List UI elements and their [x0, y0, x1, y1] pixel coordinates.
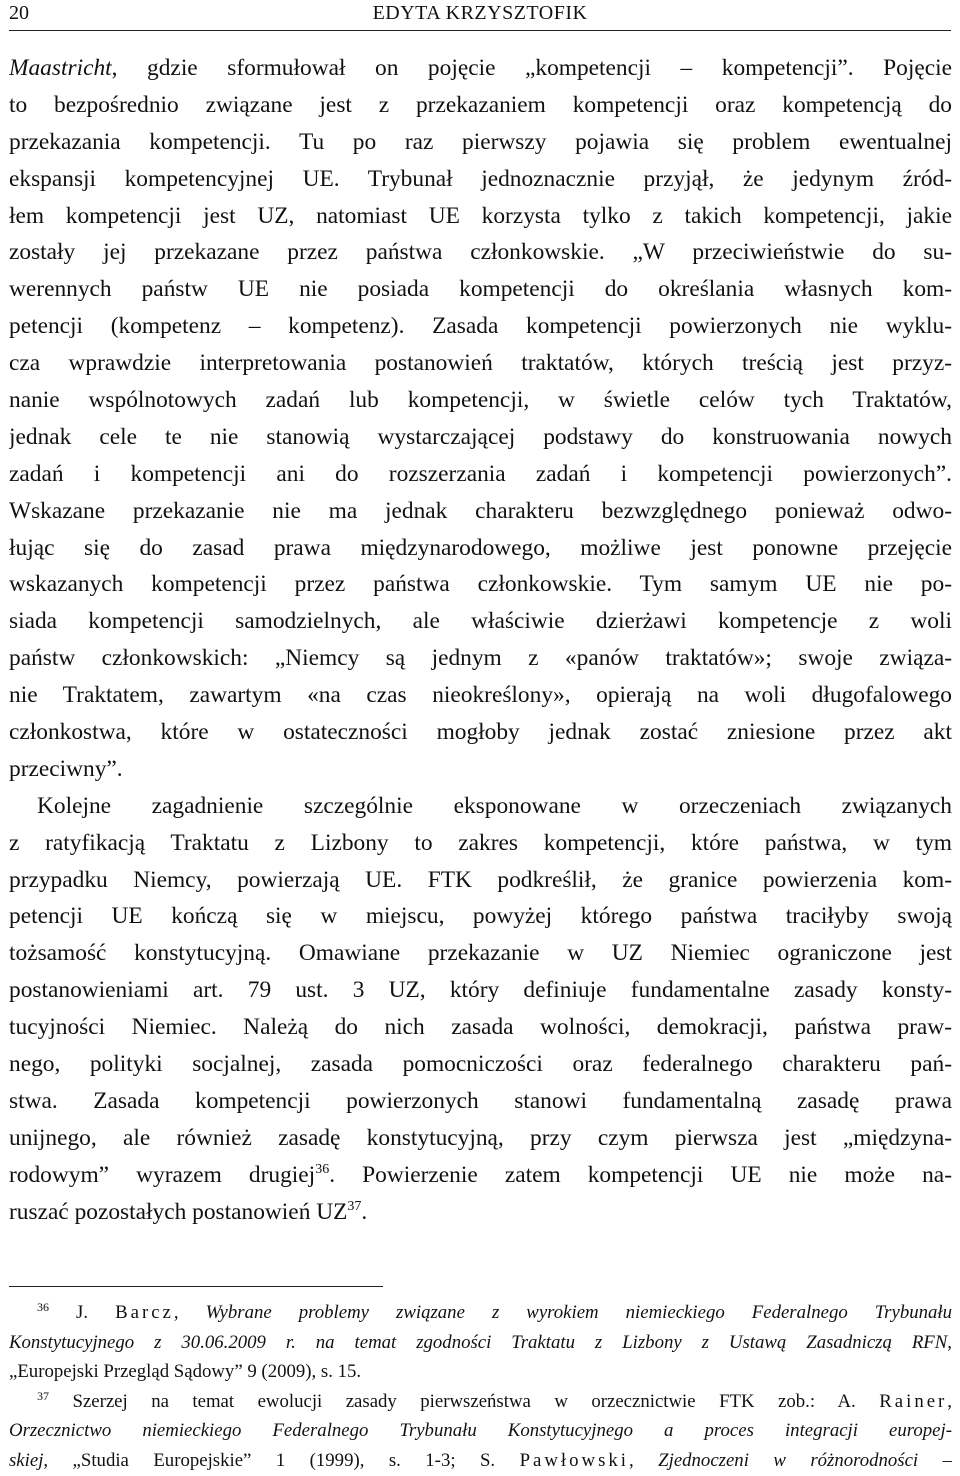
text-line: Wskazane przekazanie nie ma jednak charakteru bezwzględnego ponieważ odwo- [9, 497, 952, 524]
footnote-ref-37[interactable]: 37 [347, 1198, 362, 1214]
text-line: cza wprawdzie interpretowania postanowień traktatów, których treścią jest przyz- [9, 350, 952, 377]
italic-term: Maastricht [9, 55, 112, 81]
text-line: wskazanych kompetencji przez państwa członkowskie. Tym samym UE nie po- [9, 571, 952, 598]
work-title: Wybrane problemy związane z wyrokiem niemieckiego Federalnego Trybunału [205, 1302, 952, 1323]
text-line: przeciwny”. [9, 755, 123, 782]
footnote-line: „Europejski Przegląd Sądowy” 9 (2009), s. 15. [9, 1361, 362, 1383]
text-line: zostały jej przekazane przez państwa członkowskie. „W przeciwieństwie do su- [9, 239, 952, 266]
running-head-author: EDYTA KRZYSZTOFIK [372, 2, 588, 24]
author-name: Rainer [879, 1390, 948, 1412]
text-line: ruszać pozostałych postanowień UZ$^{37}$. [9, 1198, 368, 1225]
paragraph-first-line: Kolejne zagadnienie szczególnie eksponowane w orzeczeniach związanych [37, 792, 952, 819]
footnote-ref-36[interactable]: 36 [315, 1161, 330, 1177]
work-title: Zjednoczeni w różnorodności [658, 1449, 919, 1471]
main-text [9, 50, 952, 1231]
text-line: ekspansji kompetencyjnej UE. Trybunał jednoznacznie przyjął, że jedynym źród- [9, 165, 952, 192]
text-line: stwa. Zasada kompetencji powierzonych stanowi fundamentalną zasadę prawa [9, 1087, 952, 1114]
text-line: werennych państw UE nie posiada kompetencji do określania własnych kom- [9, 276, 952, 303]
text-line: rodowym” wyrazem drugiej$^{36}$. Powierzenie zatem kompetencji UE nie może na- [9, 1161, 952, 1188]
text-line: przypadku Niemcy, powierzają UE. FTK podkreślił, że granice powierzenia kom- [9, 866, 952, 893]
work-title: Orzecznictwo niemieckiego Federalnego Trybunału Konstytucyjnego a proces integracji europej- [9, 1420, 952, 1442]
footnote-37: $^{37}$ Szerzej na temat ewolucji zasady pierwszeństwa w orzecznictwie FTK zob.: A. Rainer, [37, 1388, 952, 1412]
text-line: łując się do zasad prawa międzynarodowego, możliwe jest ponowne przejęcie [9, 534, 952, 561]
footnote-line: skiej, „Studia Europejskie” 1 (1999), s. 1-3; S. Pawłowski, Zjednoczeni w różnorodności – [9, 1449, 952, 1471]
text-line: siada kompetencji samodzielnych, ale właściwie dzierżawi kompetencje z woli [9, 608, 952, 635]
text-line: to bezpośrednio związane jest z przekazaniem kompetencji oraz kompetencją do [9, 91, 952, 118]
running-header [9, 0, 951, 31]
text-line: nanie wspólnotowych zadań lub kompetencji, w świetle celów tych Traktatów, [9, 387, 952, 414]
footnotes [9, 1298, 952, 1476]
text-line: tożsamość konstytucyjną. Omawiane przekazanie w UZ Niemiec ograniczone jest [9, 940, 952, 967]
text-line: jednak cele te nie stanowią wystarczającej podstawy do konstruowania nowych [9, 423, 952, 450]
footnote-number: 37 [37, 1388, 49, 1403]
text-line: państw członkowskich: „Niemcy są jednym z «panów traktatów»; swoje związa- [9, 645, 952, 672]
text-line: członkostwa, które w ostateczności mogłoby jednak zostać zniesione przez akt [9, 719, 952, 746]
text-line: tucyjności Niemiec. Należą do nich zasada wolności, demokracji, państwa praw- [9, 1014, 952, 1041]
footnote-number: 36 [37, 1300, 49, 1314]
text-line: unijnego, ale również zasadę konstytucyjną, przy czym pierwsza jest „międzyna- [9, 1124, 952, 1151]
text-line: postanowieniami art. 79 ust. 3 UZ, który definiuje fundamentalne zasady konsty- [9, 977, 952, 1004]
text-line: petencji (kompetenz – kompetenz). Zasada kompetencji powierzonych nie wyklu- [9, 313, 952, 340]
text-line: z ratyfikacją Traktatu z Lizbony to zakres kompetencji, które państwa, w tym [9, 829, 952, 856]
footnote-36: $^{36}$ J. Barcz, Wybrane problemy związane z wyrokiem niemieckiego Federalnego Trybunału [37, 1300, 952, 1323]
text-line: nego, polityki socjalnej, zasada pomocniczości oraz federalnego charakteru pań- [9, 1051, 952, 1078]
page-number: 20 [9, 2, 29, 24]
footnote-line [9, 1416, 952, 1446]
text-line: nie Traktatem, zawartym «na czas nieokreślony», opierają na woli długofalowego [9, 682, 952, 709]
author-name: Barcz [115, 1302, 174, 1323]
text-line: przekazania kompetencji. Tu po raz pierwszy pojawia się problem ewentualnej [9, 128, 952, 155]
footnote-separator [9, 1286, 383, 1287]
text-line: Maastricht, gdzie sformułował on pojęcie „kompetencji – kompetencji”. Pojęcie [9, 55, 952, 81]
footnote-line: Konstytucyjnego z 30.06.2009 r. na temat zgodności Traktatu z Lizbony z Ustawą Zasadniczą RFN, [9, 1331, 952, 1353]
text-line: zadań i kompetencji ani do rozszerzania zadań i kompetencji powierzonych”. [9, 460, 952, 487]
author-name: Pawłowski [519, 1449, 630, 1471]
text-line: łem kompetencji jest UZ, natomiast UE korzysta tylko z takich kompetencji, jakie [9, 202, 952, 229]
text-line: petencji UE kończą się w miejscu, powyżej którego państwa traciłyby swoją [9, 903, 952, 930]
